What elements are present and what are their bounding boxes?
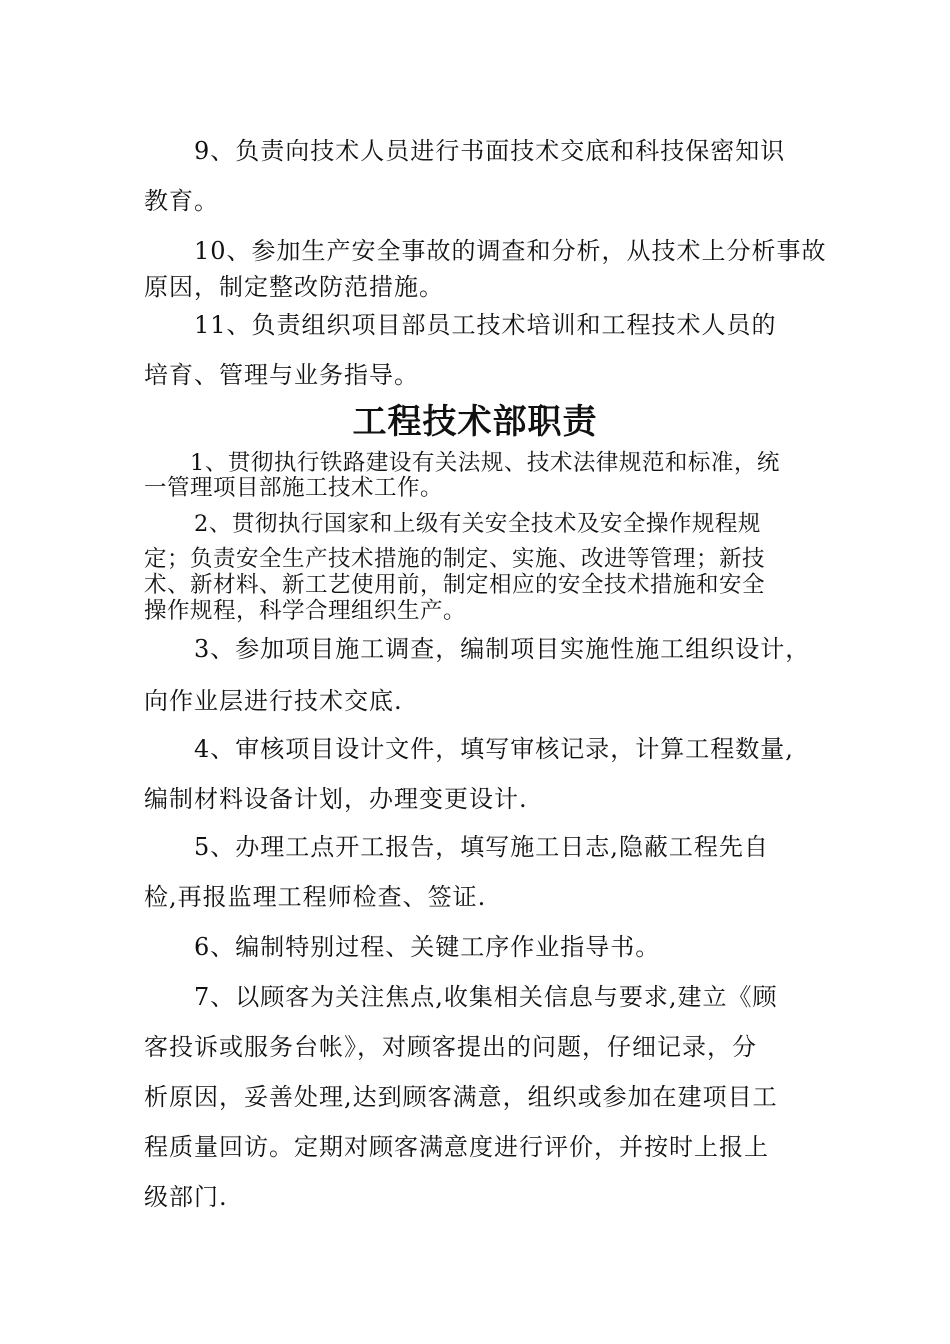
duty-5-line-2: 检,再报监理工程师检查、签证. (144, 883, 487, 911)
duty-4-line-1: 4、审核项目设计文件，填写审核记录，计算工程数量, (194, 735, 794, 763)
duty-7-line-3: 析原因，妥善处理,达到顾客满意，组织或参加在建项目工 (144, 1083, 778, 1111)
duty-7-line-1: 7、以顾客为关注焦点,收集相关信息与要求,建立《顾 (194, 983, 778, 1011)
duty-2-line-3: 术、新材料、新工艺使用前，制定相应的安全技术措施和安全 (144, 572, 766, 598)
duty-7-line-2: 客投诉或服务台帐》，对顾客提出的问题，仔细记录，分 (144, 1033, 757, 1061)
duty-2-line-1: 2、贯彻执行国家和上级有关安全技术及安全操作规程规 (194, 511, 761, 537)
item-10-line-1: 10、参加生产安全事故的调查和分析，从技术上分析事故 (194, 237, 827, 265)
duty-3-line-1: 3、参加项目施工调查，编制项目实施性施工组织设计， (194, 635, 811, 663)
section-heading: 工程技术部职责 (352, 402, 598, 442)
item-10-line-2: 原因，制定整改防范措施。 (144, 273, 444, 301)
duty-3-line-2: 向作业层进行技术交底. (144, 687, 403, 715)
duty-1-line-2: 一管理项目部施工技术工作。 (144, 475, 444, 501)
duty-5-line-1: 5、办理工点开工报告，填写施工日志,隐蔽工程先自 (194, 833, 769, 861)
duty-6-line-1: 6、编制特别过程、关键工序作业指导书。 (194, 933, 661, 961)
duty-1-line-1: 1、贯彻执行铁路建设有关法规、技术法律规范和标准，统 (190, 450, 780, 476)
duty-2-line-2: 定；负责安全生产技术措施的制定、实施、改进等管理；新技 (144, 546, 766, 572)
item-9-line-1: 9、负责向技术人员进行书面技术交底和科技保密知识 (194, 137, 786, 165)
duty-7-line-4: 程质量回访。定期对顾客满意度进行评价，并按时上报上 (144, 1133, 769, 1161)
duty-2-line-4: 操作规程，科学合理组织生产。 (144, 598, 467, 624)
item-9-line-2: 教育。 (144, 187, 219, 215)
item-11-line-1: 11、负责组织项目部员工技术培训和工程技术人员的 (194, 311, 777, 339)
item-11-line-2: 培育、管理与业务指导。 (144, 361, 419, 389)
duty-7-line-5: 级部门. (144, 1183, 228, 1211)
duty-4-line-2: 编制材料设备计划，办理变更设计. (144, 785, 528, 813)
